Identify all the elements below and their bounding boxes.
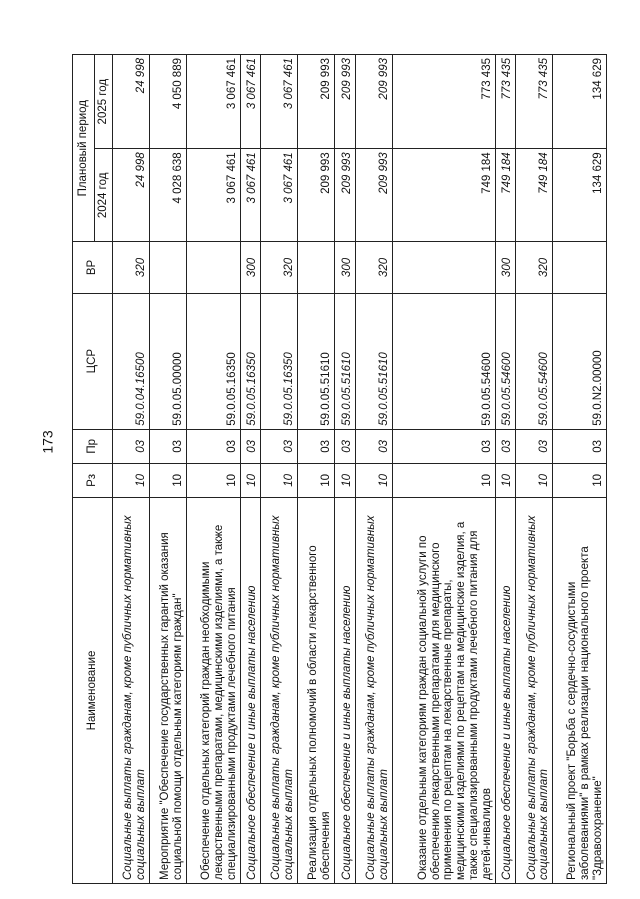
cell-vr: 320 (261, 242, 298, 293)
header-2024: 2024 год (95, 149, 113, 242)
cell-2025: 773 435 (392, 55, 495, 149)
cell-rz: 10 (187, 463, 241, 497)
cell-name: Социальные выплаты гражданам, кроме публичных нормативных социальных выплат (113, 497, 150, 883)
cell-2024: 209 993 (335, 149, 355, 242)
table-row (553, 55, 607, 884)
cell-name: Реализация отдельных полномочий в области лекарственного обеспечения (298, 497, 335, 883)
cell-rz: 10 (261, 463, 298, 497)
cell-2024: 3 067 461 (261, 149, 298, 242)
cell-2024: 4 028 638 (150, 149, 187, 242)
cell-csr: 59.0.05.51610 (298, 293, 335, 429)
cell-name: Региональный проект "Борьба с сердечно-сосудистыми заболеваниями" в рамках реализации национального проекта "Здравоохранение" (553, 497, 607, 883)
cell-pr: 03 (392, 429, 495, 463)
cell-pr: 03 (240, 429, 260, 463)
header-name: Наименование (73, 497, 113, 883)
cell-2024: 134 629 (553, 149, 607, 242)
cell-2025: 134 629 (553, 55, 607, 149)
cell-name: Мероприятие "Обеспечение государственных гарантий оказания социальной помощи отдельным категориям граждан" (150, 497, 187, 883)
cell-name: Социальные выплаты гражданам, кроме публичных нормативных социальных выплат (355, 497, 392, 883)
rotated-page (72, 54, 607, 884)
cell-vr (553, 242, 607, 293)
cell-csr: 59.0.05.00000 (150, 293, 187, 429)
cell-csr: 59.0.05.16350 (240, 293, 260, 429)
cell-rz: 10 (516, 463, 553, 497)
cell-2025: 3 067 461 (187, 55, 241, 149)
cell-pr: 03 (495, 429, 515, 463)
table-row (495, 55, 515, 884)
header-csr: ЦСР (73, 293, 113, 429)
cell-pr: 03 (187, 429, 241, 463)
page-number: 173 (39, 430, 56, 454)
cell-2025: 209 993 (355, 55, 392, 149)
cell-vr: 320 (516, 242, 553, 293)
cell-name: Социальные выплаты гражданам, кроме публичных нормативных социальных выплат (261, 497, 298, 883)
cell-name: Социальные выплаты гражданам, кроме публичных нормативных социальных выплат (516, 497, 553, 883)
table-row (516, 55, 553, 884)
budget-table (72, 54, 607, 884)
cell-csr: 59.0.05.54600 (495, 293, 515, 429)
cell-rz: 10 (113, 463, 150, 497)
header-2025: 2025 год (95, 55, 113, 149)
cell-2025: 773 435 (495, 55, 515, 149)
cell-pr: 03 (516, 429, 553, 463)
cell-csr: 59.0.04.16500 (113, 293, 150, 429)
table-row (150, 55, 187, 884)
cell-2025: 209 993 (335, 55, 355, 149)
cell-rz: 10 (355, 463, 392, 497)
cell-vr: 300 (495, 242, 515, 293)
header-vr: ВР (73, 242, 113, 293)
cell-pr: 03 (335, 429, 355, 463)
cell-2024: 209 993 (355, 149, 392, 242)
cell-rz: 10 (335, 463, 355, 497)
cell-pr: 03 (150, 429, 187, 463)
cell-csr: 59.0.05.51610 (355, 293, 392, 429)
cell-vr (298, 242, 335, 293)
cell-rz: 10 (298, 463, 335, 497)
cell-2024: 3 067 461 (240, 149, 260, 242)
table-row (261, 55, 298, 884)
cell-2025: 773 435 (516, 55, 553, 149)
table-row (298, 55, 335, 884)
cell-name: Социальное обеспечение и иные выплаты населению (495, 497, 515, 883)
table-row (355, 55, 392, 884)
cell-csr: 59.0.05.16350 (187, 293, 241, 429)
table-header (73, 55, 113, 884)
cell-pr: 03 (355, 429, 392, 463)
cell-2025: 24 998 (113, 55, 150, 149)
cell-vr (187, 242, 241, 293)
cell-rz: 10 (392, 463, 495, 497)
header-rz: Рз (73, 463, 113, 497)
table-row (240, 55, 260, 884)
cell-2025: 4 050 889 (150, 55, 187, 149)
table-row (335, 55, 355, 884)
cell-vr: 320 (355, 242, 392, 293)
cell-name: Оказание отдельным категориям граждан социальной услуги по обеспечению лекарственными препаратами для медицинского применения по рецептам на лекарственные препараты, медицинскими изделиями по рецептам на медицинские изделия, а также специализированными продуктами лечебного питания для детей-инвалидов (392, 497, 495, 883)
cell-pr: 03 (261, 429, 298, 463)
cell-rz: 10 (495, 463, 515, 497)
cell-2024: 749 184 (516, 149, 553, 242)
cell-2024: 749 184 (392, 149, 495, 242)
cell-rz: 10 (553, 463, 607, 497)
cell-vr (150, 242, 187, 293)
cell-name: Социальное обеспечение и иные выплаты населению (240, 497, 260, 883)
table-row (392, 55, 495, 884)
cell-2024: 209 993 (298, 149, 335, 242)
cell-2025: 3 067 461 (240, 55, 260, 149)
cell-vr: 300 (335, 242, 355, 293)
cell-csr: 59.0.05.51610 (335, 293, 355, 429)
cell-vr: 300 (240, 242, 260, 293)
header-planned-period: Плановый период (73, 55, 95, 242)
table-row (113, 55, 150, 884)
cell-2024: 3 067 461 (187, 149, 241, 242)
cell-2024: 24 998 (113, 149, 150, 242)
table-body (113, 55, 607, 884)
cell-name: Обеспечение отдельных категорий граждан необходимыми лекарственными препаратами, медицинскими изделиями, а также специализированными продуктами лечебного питания (187, 497, 241, 883)
header-pr: Пр (73, 429, 113, 463)
cell-rz: 10 (150, 463, 187, 497)
table-row (187, 55, 241, 884)
cell-2024: 749 184 (495, 149, 515, 242)
cell-pr: 03 (298, 429, 335, 463)
cell-csr: 59.0.05.54600 (516, 293, 553, 429)
cell-csr: 59.0.05.16350 (261, 293, 298, 429)
cell-csr: 59.0.N2.00000 (553, 293, 607, 429)
cell-vr: 320 (113, 242, 150, 293)
cell-pr: 03 (553, 429, 607, 463)
cell-name: Социальное обеспечение и иные выплаты населению (335, 497, 355, 883)
cell-pr: 03 (113, 429, 150, 463)
cell-vr (392, 242, 495, 293)
cell-2025: 3 067 461 (261, 55, 298, 149)
cell-csr: 59.0.05.54600 (392, 293, 495, 429)
cell-2025: 209 993 (298, 55, 335, 149)
cell-rz: 10 (240, 463, 260, 497)
